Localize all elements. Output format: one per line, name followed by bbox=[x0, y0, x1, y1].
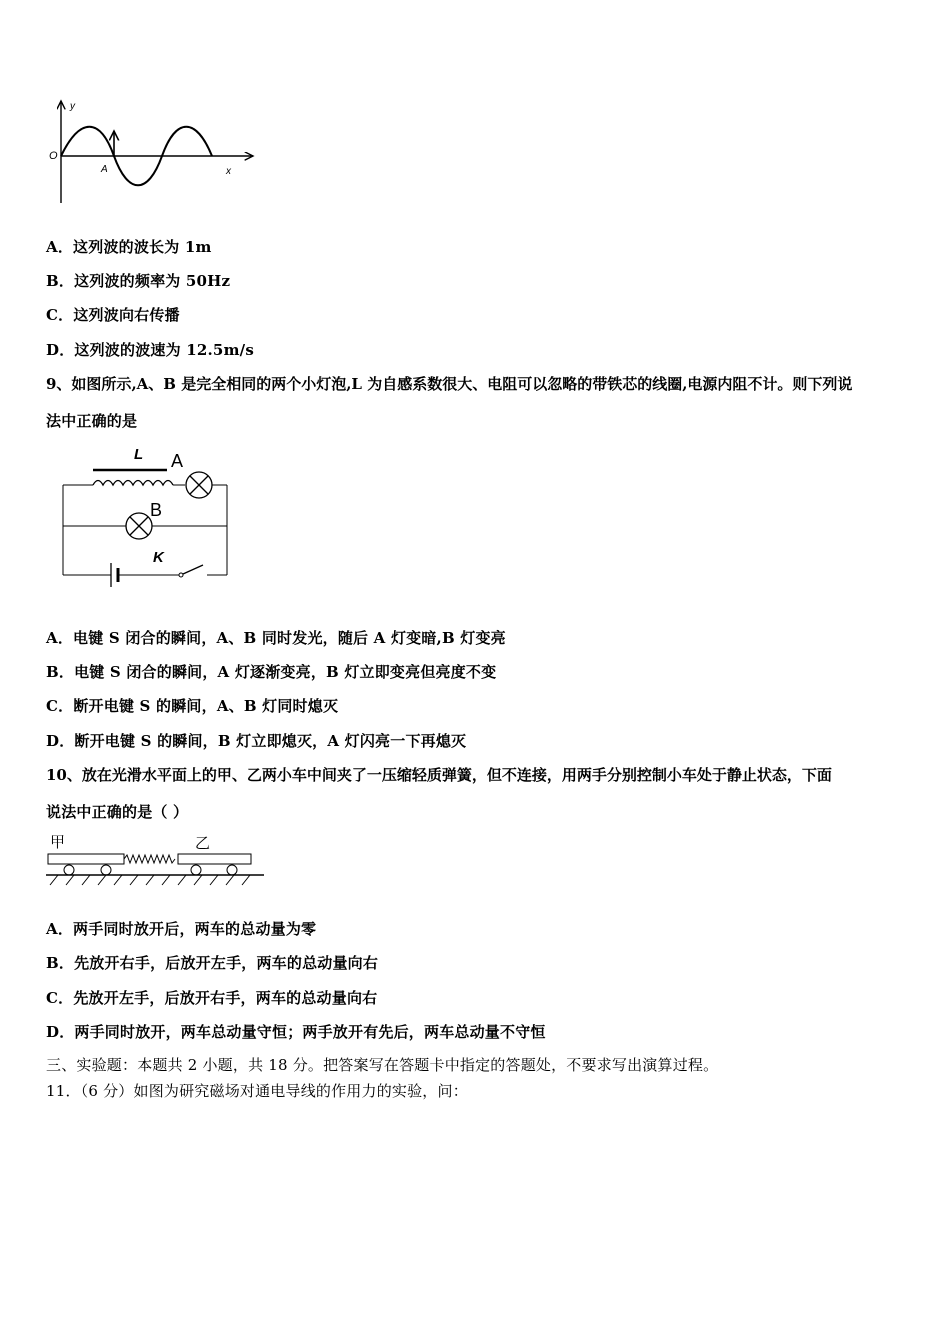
compressed-spring bbox=[124, 855, 175, 863]
switch-label: K bbox=[153, 549, 164, 566]
q9-option-c: C．断开电键 S 的瞬间，A、B 灯同时熄灭 bbox=[46, 697, 339, 715]
q10-stem-line2: 说法中正确的是（ ） bbox=[46, 803, 189, 821]
q10-option-d: D．两手同时放开，两车总动量守恒；两手放开有先后，两车总动量不守恒 bbox=[46, 1023, 546, 1041]
q9-stem-line2: 法中正确的是 bbox=[46, 412, 138, 430]
carts-figure bbox=[44, 828, 269, 893]
section-3-heading: 三、实验题：本题共 2 小题，共 18 分。把答案写在答题卡中指定的答题处，不要求写出演算过程。 bbox=[46, 1056, 719, 1074]
point-a-label: A bbox=[101, 164, 108, 175]
q9-stem-line1: 9、如图所示,A、B 是完全相同的两个小灯泡,L 为自感系数很大、电阻可以忽略的带铁芯的线圈,电源内阻不计。则下列说 bbox=[46, 375, 853, 393]
q11-stem: 11．（6 分）如图为研究磁场对通电导线的作用力的实验，问： bbox=[46, 1082, 468, 1100]
q9-option-a: A．电键 S 闭合的瞬间，A、B 同时发光，随后 A 灯变暗,B 灯变亮 bbox=[46, 629, 506, 647]
lamp-a bbox=[186, 472, 212, 498]
q8-option-a: A．这列波的波长为 1m bbox=[46, 238, 212, 256]
q10-option-b: B．先放开右手，后放开左手，两车的总动量向右 bbox=[46, 954, 379, 972]
circuit-figure bbox=[55, 442, 240, 587]
q9-option-b: B．电键 S 闭合的瞬间，A 灯逐渐变亮，B 灯立即变亮但亮度不变 bbox=[46, 663, 497, 681]
lamp-b-label: B bbox=[150, 500, 163, 520]
lamp-a-label: A bbox=[171, 451, 184, 471]
ground-hatching bbox=[50, 875, 250, 885]
y-axis-label: y bbox=[70, 101, 75, 112]
cart-right bbox=[178, 854, 251, 875]
inductor-coil bbox=[93, 481, 173, 486]
q8-option-b: B．这列波的频率为 50Hz bbox=[46, 272, 231, 290]
q8-option-c: C．这列波向右传播 bbox=[46, 306, 180, 324]
cart-right-label: 乙 bbox=[195, 835, 211, 852]
switch-contact bbox=[179, 573, 183, 577]
q8-option-d: D．这列波的波速为 12.5m/s bbox=[46, 341, 254, 359]
x-axis-label: x bbox=[226, 166, 231, 177]
q9-option-d: D．断开电键 S 的瞬间，B 灯立即熄灭，A 灯闪亮一下再熄灭 bbox=[46, 732, 467, 750]
inductor-label: L bbox=[134, 446, 144, 463]
wave-figure bbox=[40, 95, 270, 210]
q10-stem-line1: 10、放在光滑水平面上的甲、乙两小车中间夹了一压缩轻质弹簧，但不连接，用两手分别控制小车处于静止状态，下面 bbox=[46, 766, 832, 784]
origin-label: O bbox=[49, 150, 58, 162]
cart-left-label: 甲 bbox=[50, 834, 66, 851]
q10-option-c: C．先放开左手，后放开右手，两车的总动量向右 bbox=[46, 989, 378, 1007]
cart-left bbox=[48, 854, 124, 875]
switch-blade bbox=[183, 565, 203, 574]
lamp-b bbox=[126, 513, 152, 539]
q10-option-a: A．两手同时放开后，两车的总动量为零 bbox=[46, 920, 317, 938]
